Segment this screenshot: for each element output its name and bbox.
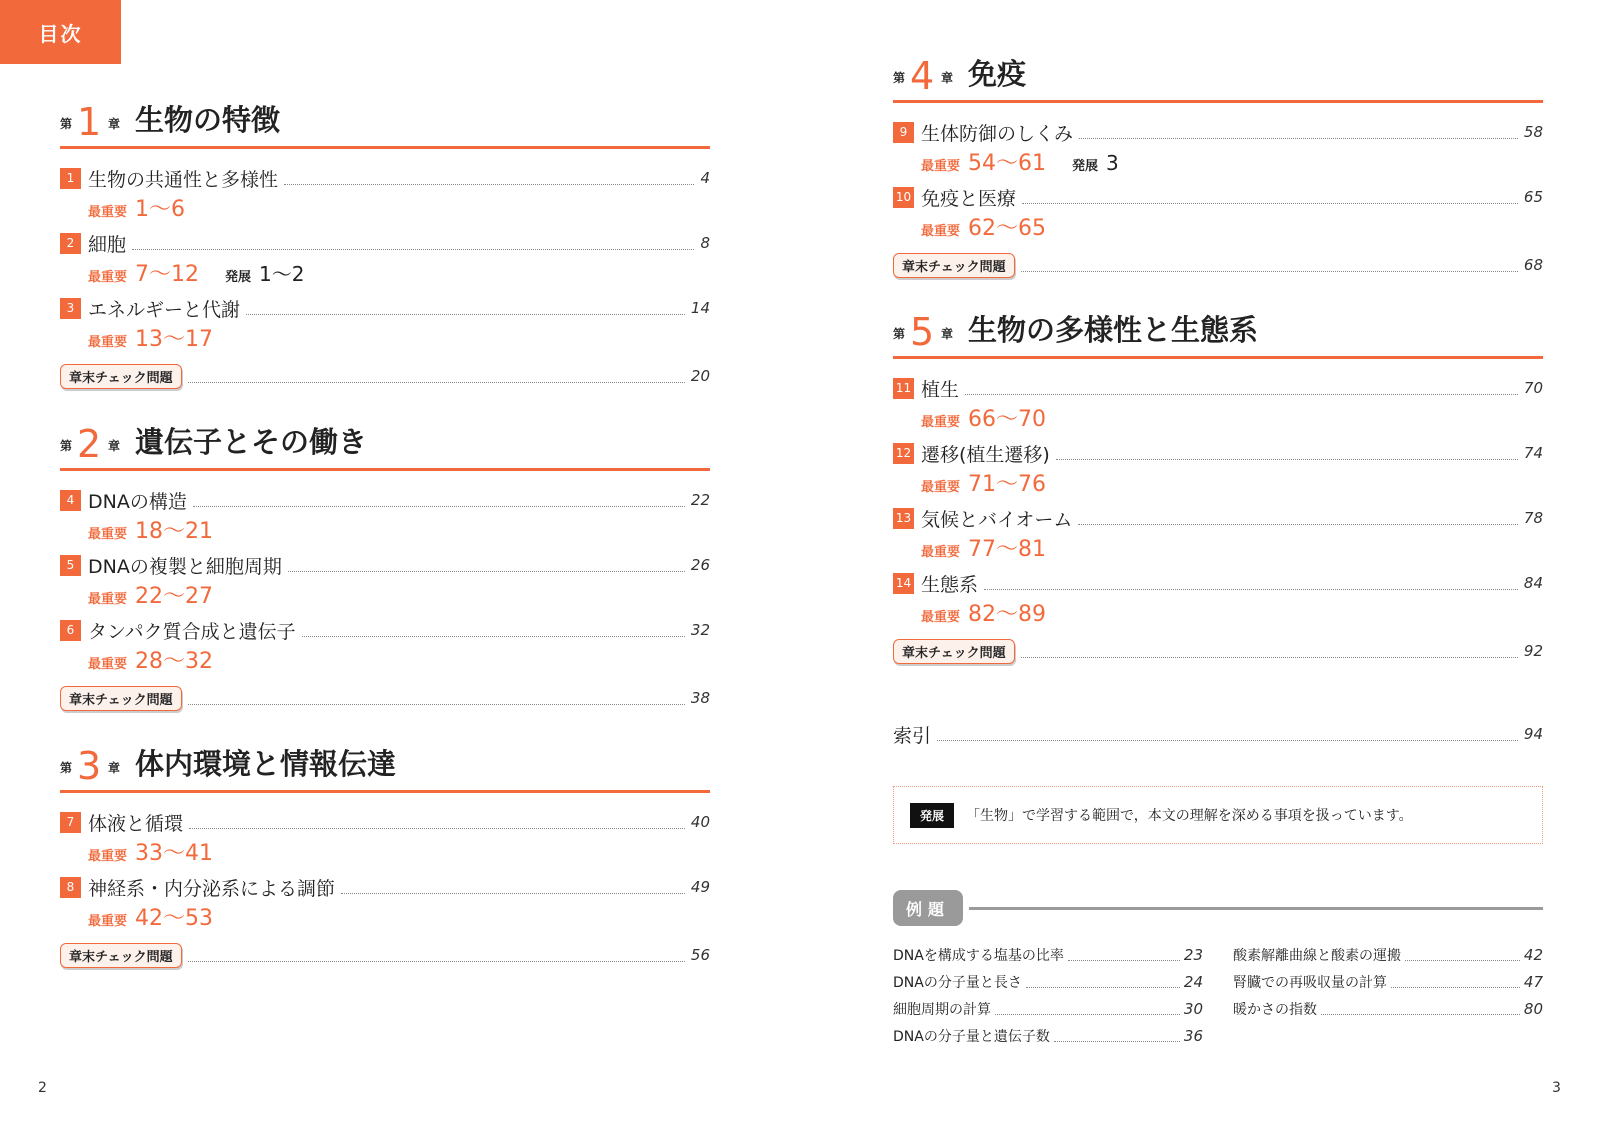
problem-range bbox=[921, 532, 1046, 560]
dot-leader bbox=[188, 370, 685, 383]
saijuyo-range: 28～32 bbox=[135, 649, 214, 674]
section-number: 12 bbox=[893, 443, 914, 464]
page-number: 32 bbox=[690, 621, 710, 639]
toc-entry[interactable] bbox=[893, 441, 1543, 465]
chapter-check-button[interactable]: 章末チェック問題 bbox=[60, 943, 182, 968]
example-title: 酸素解離曲線と酸素の運搬 bbox=[1233, 948, 1401, 964]
example-entry[interactable] bbox=[893, 1025, 1203, 1047]
toc-entry[interactable] bbox=[60, 296, 710, 320]
index-entry[interactable] bbox=[893, 722, 1543, 746]
chapter-suffix: 章 bbox=[108, 761, 121, 775]
problem-range bbox=[88, 836, 213, 864]
page-number: 84 bbox=[1523, 574, 1543, 592]
page-number-right: 3 bbox=[1552, 1080, 1561, 1096]
section-title: 遷移(植生遷移) bbox=[921, 443, 1050, 466]
saijuyo-label: 最重要 bbox=[88, 657, 128, 672]
saijuyo-label: 最重要 bbox=[88, 270, 128, 285]
saijuyo-range: 1～6 bbox=[135, 197, 186, 222]
page-number: 42 bbox=[1523, 946, 1543, 964]
section-number: 2 bbox=[60, 233, 81, 254]
saijuyo-range: 66～70 bbox=[968, 407, 1047, 432]
section-number: 11 bbox=[893, 378, 914, 399]
page-number: 30 bbox=[1183, 1000, 1203, 1018]
chapter-check-entry[interactable] bbox=[60, 685, 710, 711]
section-number: 7 bbox=[60, 812, 81, 833]
example-entry[interactable] bbox=[893, 971, 1203, 993]
page-number: 80 bbox=[1523, 1000, 1543, 1018]
example-title: 細胞周期の計算 bbox=[893, 1002, 991, 1018]
dot-leader bbox=[1054, 1031, 1180, 1042]
hatten-label: 発展 bbox=[225, 270, 252, 285]
chapter-suffix: 章 bbox=[108, 117, 121, 131]
section-number: 8 bbox=[60, 877, 81, 898]
dot-leader bbox=[341, 881, 685, 894]
saijuyo-range: 71～76 bbox=[968, 472, 1047, 497]
page-number: 58 bbox=[1523, 123, 1543, 141]
hatten-tag: 発展 bbox=[910, 803, 954, 828]
section-title: 気候とバイオーム bbox=[921, 508, 1073, 531]
saijuyo-range: 33～41 bbox=[135, 841, 214, 866]
problem-range bbox=[921, 146, 1119, 174]
problem-range bbox=[921, 211, 1046, 239]
chapter-suffix: 章 bbox=[108, 439, 121, 453]
saijuyo-range: 82～89 bbox=[968, 602, 1047, 627]
example-entry[interactable] bbox=[893, 998, 1203, 1020]
chapter-prefix: 第 bbox=[60, 439, 73, 453]
dot-leader bbox=[1021, 645, 1518, 658]
chapter-heading bbox=[893, 308, 1543, 359]
page-number: 24 bbox=[1183, 973, 1203, 991]
section-number: 13 bbox=[893, 508, 914, 529]
toc-entry[interactable] bbox=[893, 185, 1543, 209]
section-number: 4 bbox=[60, 490, 81, 511]
problem-range bbox=[921, 597, 1046, 625]
page-number: 74 bbox=[1523, 444, 1543, 462]
toc-entry[interactable] bbox=[60, 875, 710, 899]
dot-leader bbox=[1079, 126, 1518, 139]
dot-leader bbox=[1405, 950, 1520, 961]
chapter-title: 生物の特徴 bbox=[135, 103, 281, 137]
dot-leader bbox=[1021, 259, 1518, 272]
chapter-number: 3 bbox=[77, 744, 102, 788]
example-entry[interactable] bbox=[1233, 971, 1543, 993]
chapter-heading bbox=[893, 52, 1543, 103]
dot-leader bbox=[1068, 950, 1180, 961]
chapter-title: 遺伝子とその働き bbox=[135, 425, 368, 459]
dot-leader bbox=[188, 949, 685, 962]
dot-leader bbox=[1391, 977, 1520, 988]
page-number-left: 2 bbox=[38, 1080, 47, 1096]
saijuyo-label: 最重要 bbox=[88, 914, 128, 929]
chapter-title: 生物の多様性と生態系 bbox=[968, 313, 1259, 347]
section-title: 生体防御のしくみ bbox=[921, 122, 1074, 145]
chapter-number: 2 bbox=[77, 422, 102, 466]
page-number: 36 bbox=[1183, 1027, 1203, 1045]
saijuyo-label: 最重要 bbox=[921, 224, 961, 239]
dot-leader bbox=[1078, 512, 1517, 525]
chapter-check-button[interactable]: 章末チェック問題 bbox=[893, 253, 1015, 278]
examples-rule bbox=[969, 907, 1543, 910]
example-entry[interactable] bbox=[893, 944, 1203, 966]
section-number: 5 bbox=[60, 555, 81, 576]
chapter-prefix: 第 bbox=[893, 71, 906, 85]
chapter-prefix: 第 bbox=[60, 117, 73, 131]
section-number: 3 bbox=[60, 298, 81, 319]
section-title: 細胞 bbox=[88, 233, 127, 256]
section-title: 神経系・内分泌系による調節 bbox=[88, 877, 336, 900]
problem-range bbox=[921, 402, 1046, 430]
examples-label: 例題 bbox=[893, 890, 963, 926]
page-number: 4 bbox=[700, 169, 710, 187]
page-number: 68 bbox=[1523, 256, 1543, 274]
problem-range bbox=[88, 901, 213, 929]
toc-entry[interactable] bbox=[60, 488, 710, 512]
chapter-prefix: 第 bbox=[60, 761, 73, 775]
page-number: 65 bbox=[1523, 188, 1543, 206]
page-number: 38 bbox=[690, 689, 710, 707]
toc-entry[interactable] bbox=[60, 810, 710, 834]
saijuyo-label: 最重要 bbox=[88, 592, 128, 607]
dot-leader bbox=[132, 237, 694, 250]
toc-entry[interactable] bbox=[60, 618, 710, 642]
chapter-number: 1 bbox=[77, 100, 102, 144]
chapter-check-entry[interactable] bbox=[60, 942, 710, 968]
examples-header bbox=[893, 890, 1543, 926]
dot-leader bbox=[1321, 1004, 1520, 1015]
chapter-suffix: 章 bbox=[941, 327, 954, 341]
chapter-number: 4 bbox=[910, 54, 935, 98]
toc-entry[interactable] bbox=[893, 376, 1543, 400]
saijuyo-label: 最重要 bbox=[921, 480, 961, 495]
section-number: 6 bbox=[60, 620, 81, 641]
section-title: DNAの構造 bbox=[88, 490, 187, 513]
chapter-check-button[interactable]: 章末チェック問題 bbox=[60, 686, 182, 711]
chapter-title: 免疫 bbox=[968, 57, 1027, 91]
section-title: 免疫と医療 bbox=[921, 187, 1017, 210]
saijuyo-range: 54～61 bbox=[968, 151, 1047, 176]
saijuyo-label: 最重要 bbox=[921, 610, 961, 625]
dot-leader bbox=[1026, 977, 1180, 988]
page-number: 56 bbox=[690, 946, 710, 964]
dot-leader bbox=[302, 624, 685, 637]
saijuyo-range: 42～53 bbox=[135, 906, 214, 931]
chapter-check-button[interactable]: 章末チェック問題 bbox=[60, 364, 182, 389]
saijuyo-label: 最重要 bbox=[921, 415, 961, 430]
page-number: 94 bbox=[1523, 725, 1543, 743]
dot-leader bbox=[188, 692, 685, 705]
hatten-description: 「生物」で学習する範囲で，本文の理解を深める事項を扱っています。 bbox=[966, 808, 1413, 824]
dot-leader bbox=[995, 1004, 1180, 1015]
page-number: 78 bbox=[1523, 509, 1543, 527]
dot-leader bbox=[965, 382, 1518, 395]
problem-range bbox=[88, 514, 213, 542]
saijuyo-label: 最重要 bbox=[88, 335, 128, 350]
chapter-heading bbox=[60, 420, 710, 471]
saijuyo-label: 最重要 bbox=[88, 849, 128, 864]
toc-entry[interactable] bbox=[893, 506, 1543, 530]
page-number: 70 bbox=[1523, 379, 1543, 397]
section-number: 10 bbox=[893, 187, 914, 208]
page-number: 23 bbox=[1183, 946, 1203, 964]
problem-range bbox=[88, 322, 213, 350]
section-title: エネルギーと代謝 bbox=[88, 298, 241, 321]
saijuyo-label: 最重要 bbox=[88, 527, 128, 542]
saijuyo-range: 77～81 bbox=[968, 537, 1047, 562]
chapter-suffix: 章 bbox=[941, 71, 954, 85]
toc-entry[interactable] bbox=[60, 166, 710, 190]
page-number: 22 bbox=[690, 491, 710, 509]
example-title: 暖かさの指数 bbox=[1233, 1002, 1317, 1018]
index-title: 索引 bbox=[893, 724, 932, 747]
saijuyo-range: 18～21 bbox=[135, 519, 214, 544]
hatten-range: 1～2 bbox=[259, 262, 305, 286]
chapter-title: 体内環境と情報伝達 bbox=[135, 747, 397, 781]
dot-leader bbox=[288, 559, 685, 572]
chapter-heading bbox=[60, 98, 710, 149]
toc-entry[interactable] bbox=[893, 120, 1543, 144]
chapter-check-entry[interactable] bbox=[893, 638, 1543, 664]
page-number: 49 bbox=[690, 878, 710, 896]
saijuyo-label: 最重要 bbox=[921, 159, 961, 174]
dot-leader bbox=[1056, 447, 1518, 460]
section-number: 14 bbox=[893, 573, 914, 594]
page-number: 47 bbox=[1523, 973, 1543, 991]
page-number: 92 bbox=[1523, 642, 1543, 660]
hatten-label: 発展 bbox=[1072, 159, 1099, 174]
saijuyo-range: 22～27 bbox=[135, 584, 214, 609]
chapter-check-button[interactable]: 章末チェック問題 bbox=[893, 639, 1015, 664]
dot-leader bbox=[937, 728, 1518, 741]
dot-leader bbox=[284, 172, 694, 185]
problem-range bbox=[88, 257, 304, 285]
section-number: 9 bbox=[893, 122, 914, 143]
problem-range bbox=[921, 467, 1046, 495]
saijuyo-range: 7～12 bbox=[135, 262, 200, 287]
saijuyo-range: 62～65 bbox=[968, 216, 1047, 241]
chapter-number: 5 bbox=[910, 310, 935, 354]
problem-range bbox=[88, 644, 213, 672]
dot-leader bbox=[189, 816, 685, 829]
example-title: DNAを構成する塩基の比率 bbox=[893, 948, 1064, 964]
toc-entry[interactable] bbox=[60, 231, 710, 255]
page-number: 40 bbox=[690, 813, 710, 831]
saijuyo-label: 最重要 bbox=[88, 205, 128, 220]
example-title: DNAの分子量と長さ bbox=[893, 975, 1022, 991]
example-title: 腎臓での再吸収量の計算 bbox=[1233, 975, 1387, 991]
saijuyo-label: 最重要 bbox=[921, 545, 961, 560]
example-entry[interactable] bbox=[1233, 944, 1543, 966]
dot-leader bbox=[1022, 191, 1518, 204]
page-number: 8 bbox=[700, 234, 710, 252]
dot-leader bbox=[246, 302, 685, 315]
toc-entry[interactable] bbox=[893, 571, 1543, 595]
hatten-range: 3 bbox=[1106, 151, 1119, 175]
example-title: DNAの分子量と遺伝子数 bbox=[893, 1029, 1050, 1045]
hatten-note bbox=[893, 786, 1543, 844]
page-number: 26 bbox=[690, 556, 710, 574]
page-number: 20 bbox=[690, 367, 710, 385]
page-number: 14 bbox=[690, 299, 710, 317]
section-number: 1 bbox=[60, 168, 81, 189]
toc-entry[interactable] bbox=[60, 553, 710, 577]
chapter-check-entry[interactable] bbox=[60, 363, 710, 389]
section-title: 体液と循環 bbox=[88, 812, 184, 835]
example-entry[interactable] bbox=[1233, 998, 1543, 1020]
chapter-check-entry[interactable] bbox=[893, 252, 1543, 278]
saijuyo-range: 13～17 bbox=[135, 327, 214, 352]
dot-leader bbox=[984, 577, 1518, 590]
section-title: 生態系 bbox=[921, 573, 979, 596]
section-title: タンパク質合成と遺伝子 bbox=[88, 620, 296, 643]
section-title: DNAの複製と細胞周期 bbox=[88, 555, 282, 578]
problem-range bbox=[88, 579, 213, 607]
section-title: 植生 bbox=[921, 378, 960, 401]
chapter-prefix: 第 bbox=[893, 327, 906, 341]
section-title: 生物の共通性と多様性 bbox=[88, 168, 279, 191]
dot-leader bbox=[193, 494, 685, 507]
chapter-heading bbox=[60, 742, 710, 793]
toc-tab: 目次 bbox=[0, 0, 121, 64]
problem-range bbox=[88, 192, 185, 220]
